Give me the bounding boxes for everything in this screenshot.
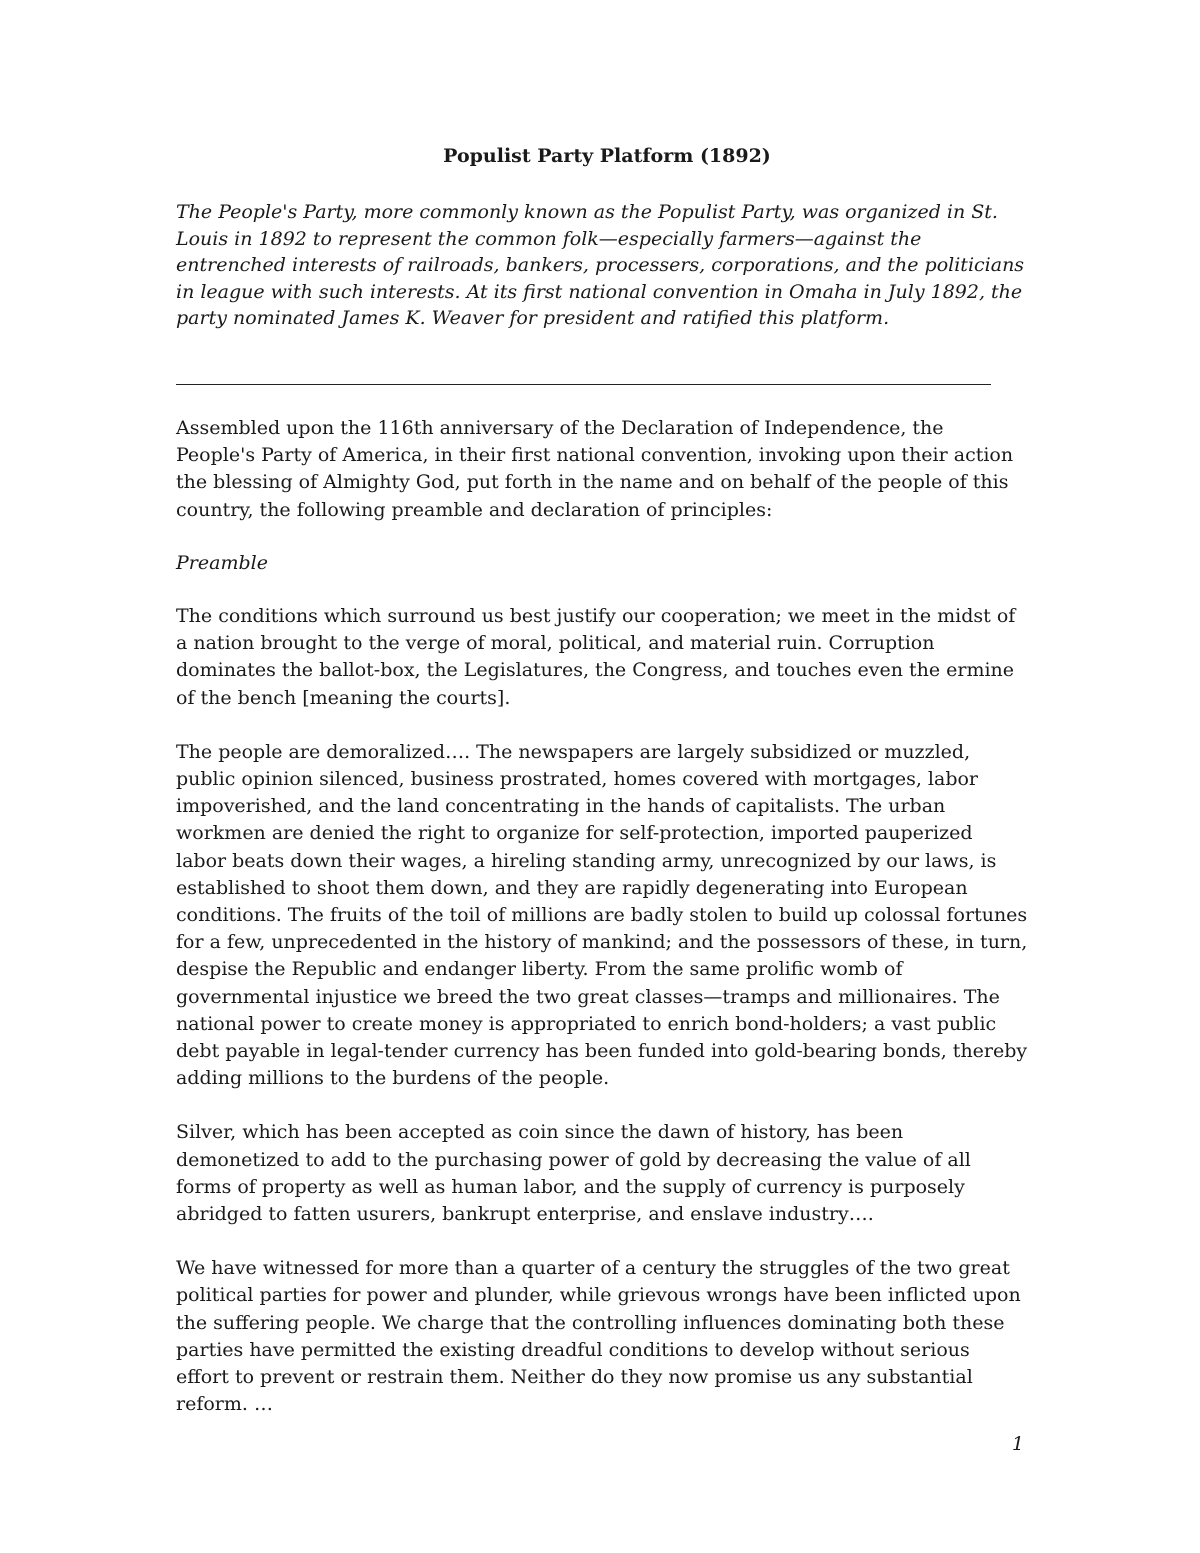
body-paragraph: Silver, which has been accepted as coin since the dawn of history, has been demonetized to add to the purchasing power of gold by decreasing the value of all forms of property as well as human labor, and the supply of currency is purposely abridged to fatten usurers, bankrupt enterprise, and enslave industry…. [176,1121,971,1226]
body-paragraph: We have witnessed for more than a quarter of a century the struggles of the two great political parties for power and plunder, while grievous wrongs have been inflicted upon the suffering people. We charge that the controlling influences dominating both these parties have permitted the existing dreadful conditions to develop without serious effort to prevent or restrain them. Neither do they now promise us any substantial reform. … [176,1257,1021,1416]
section-divider [176,384,991,385]
page-number: 1 [1011,1433,1024,1455]
intro-paragraph: The People's Party, more commonly known as the Populist Party, was organized in St. Louis in 1892 to represent the common folk—especially farmers—against the entrenched interests of railroads, bankers, processers, corporations, and the politicians in league with such interests. At its first national convention in Omaha in July 1892, the party nominated James K. Weaver for president and ratified this platform. [176,201,1025,330]
document-title: Populist Party Platform (1892) [443,145,771,167]
opening-paragraph: Assembled upon the 116th anniversary of the Declaration of Independence, the People's Party of America, in their first national convention, invoking upon their action the blessing of Almighty God, put forth in the name and on behalf of the people of this country, the following preamble and declaration of principles: [176,416,1014,521]
body-paragraph: The conditions which surround us best justify our cooperation; we meet in the midst of a nation brought to the verge of moral, political, and material ruin. Corruption dominates the ballot-box, the Legislatures, the Congress, and touches even the ermine of the bench [meaning the courts]. [176,604,1016,709]
document-body [176,141,1028,1418]
section-heading-preamble: Preamble [176,551,268,574]
body-paragraph: The people are demoralized…. The newspapers are largely subsidized or muzzled, public opinion silenced, business prostrated, homes covered with mortgages, labor impoverished, and the land concentrating in the hands of capitalists. The urban workmen are denied the right to organize for self-protection, imported pauperized labor beats down their wages, a hireling standing army, unrecognized by our laws, is established to shoot them down, and they are rapidly degenerating into European conditions. The fruits of the toil of millions are badly stolen to build up colossal fortunes for a few, unprecedented in the history of mankind; and the possessors of these, in turn, despise the Republic and endanger liberty. From the same prolific womb of governmental injustice we breed the two great classes—tramps and millionaires. The national power to create money is appropriated to enrich bond-holders; a vast public debt payable in legal-tender currency has been funded into gold-bearing bonds, thereby adding millions to the burdens of the people. [176,740,1028,1090]
